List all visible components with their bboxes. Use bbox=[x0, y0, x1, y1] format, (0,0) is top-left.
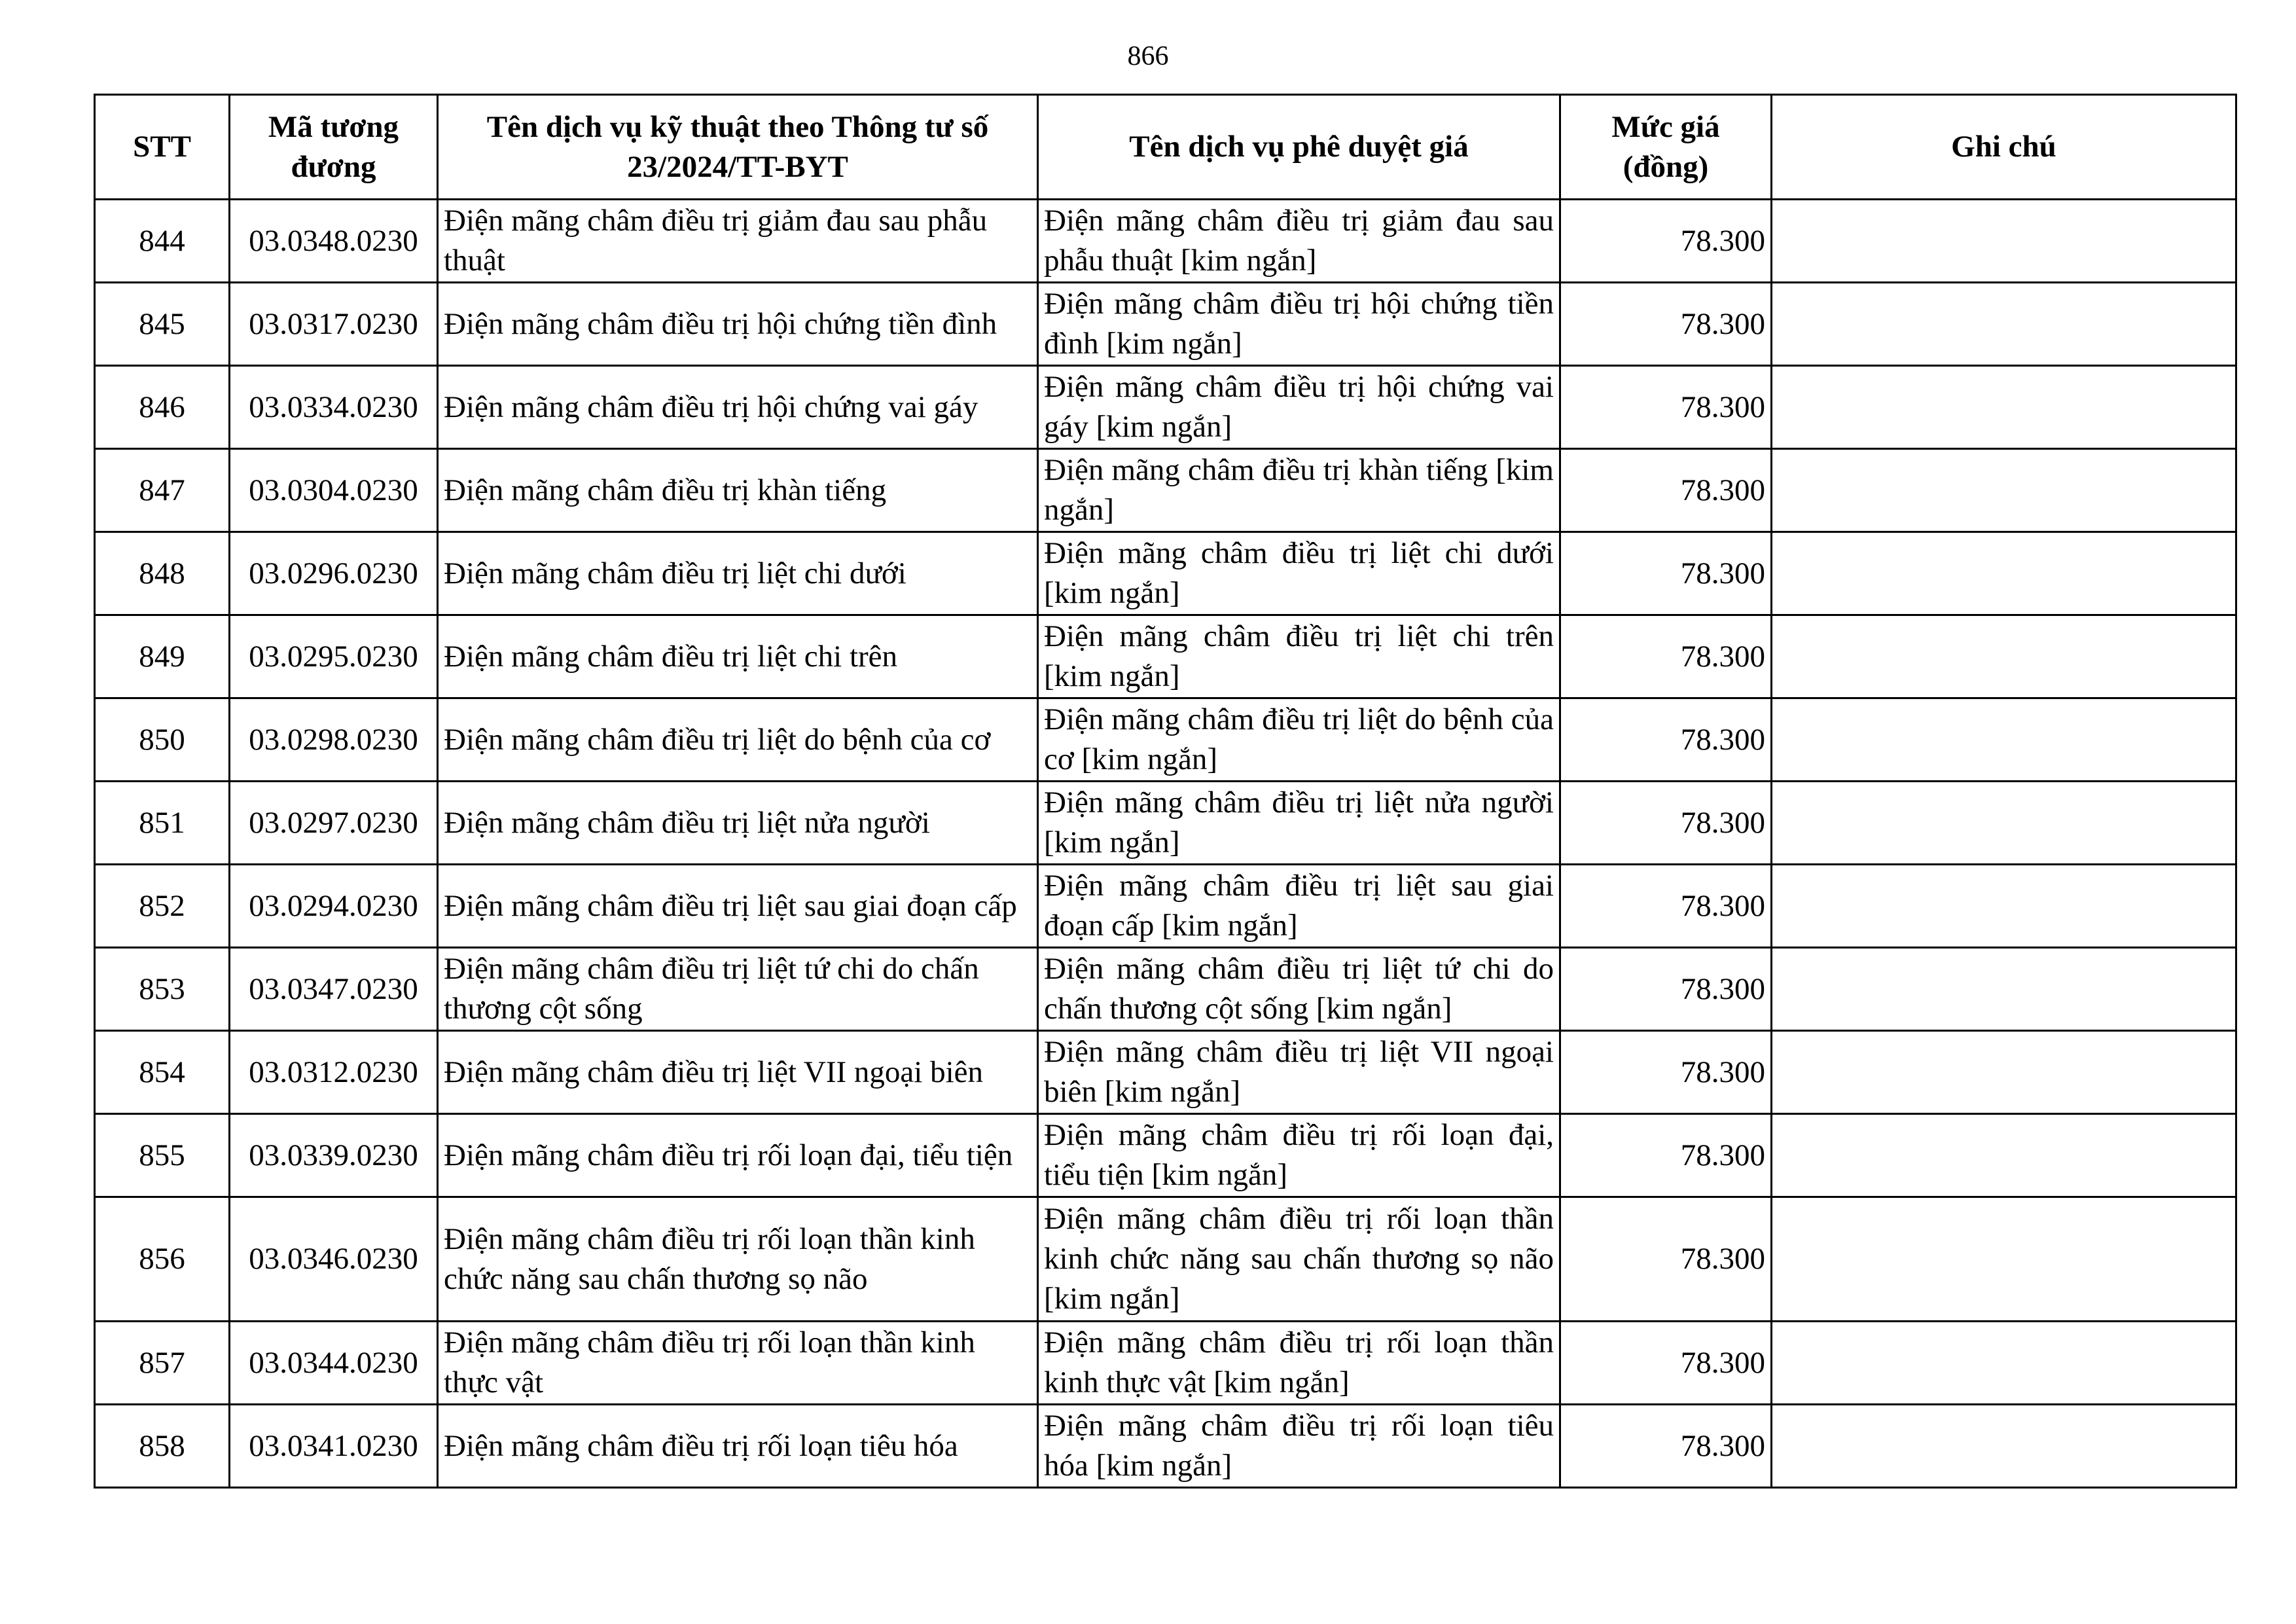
cell-price: 78.300 bbox=[1560, 615, 1772, 698]
header-approved-name: Tên dịch vụ phê duyệt giá bbox=[1038, 95, 1560, 200]
cell-note bbox=[1772, 200, 2236, 283]
cell-stt: 856 bbox=[95, 1197, 230, 1322]
cell-approved-name: Điện mãng châm điều trị rối loạn thần kinh chức năng sau chấn thương sọ não [kim ngắn] bbox=[1038, 1197, 1560, 1322]
cell-service-name: Điện mãng châm điều trị khàn tiếng bbox=[438, 449, 1038, 532]
cell-code: 03.0295.0230 bbox=[230, 615, 438, 698]
table-row bbox=[95, 865, 2236, 948]
cell-code: 03.0317.0230 bbox=[230, 283, 438, 366]
cell-approved-name: Điện mãng châm điều trị hội chứng vai gáy [kim ngắn] bbox=[1038, 366, 1560, 449]
cell-note bbox=[1772, 449, 2236, 532]
table-row bbox=[95, 283, 2236, 366]
cell-price: 78.300 bbox=[1560, 1322, 1772, 1405]
cell-approved-name: Điện mãng châm điều trị liệt chi dưới [kim ngắn] bbox=[1038, 532, 1560, 615]
cell-approved-name: Điện mãng châm điều trị rối loạn đại, tiểu tiện [kim ngắn] bbox=[1038, 1114, 1560, 1197]
cell-code: 03.0341.0230 bbox=[230, 1405, 438, 1488]
cell-service-name: Điện mãng châm điều trị liệt sau giai đoạn cấp bbox=[438, 865, 1038, 948]
cell-service-name: Điện mãng châm điều trị hội chứng vai gáy bbox=[438, 366, 1038, 449]
cell-code: 03.0348.0230 bbox=[230, 200, 438, 283]
cell-stt: 854 bbox=[95, 1031, 230, 1114]
cell-stt: 850 bbox=[95, 698, 230, 782]
table-row bbox=[95, 532, 2236, 615]
cell-code: 03.0347.0230 bbox=[230, 948, 438, 1031]
cell-note bbox=[1772, 283, 2236, 366]
cell-approved-name: Điện mãng châm điều trị khàn tiếng [kim ngắn] bbox=[1038, 449, 1560, 532]
table-row bbox=[95, 200, 2236, 283]
cell-price: 78.300 bbox=[1560, 200, 1772, 283]
cell-service-name: Điện mãng châm điều trị liệt chi trên bbox=[438, 615, 1038, 698]
cell-stt: 848 bbox=[95, 532, 230, 615]
header-row bbox=[95, 95, 2236, 200]
cell-service-name: Điện mãng châm điều trị rối loạn đại, tiểu tiện bbox=[438, 1114, 1038, 1197]
cell-note bbox=[1772, 782, 2236, 865]
table-body bbox=[95, 200, 2236, 1488]
table-row bbox=[95, 615, 2236, 698]
cell-note bbox=[1772, 1322, 2236, 1405]
table-row bbox=[95, 1114, 2236, 1197]
cell-note bbox=[1772, 532, 2236, 615]
cell-note bbox=[1772, 1114, 2236, 1197]
cell-note bbox=[1772, 615, 2236, 698]
table-row bbox=[95, 449, 2236, 532]
cell-price: 78.300 bbox=[1560, 1114, 1772, 1197]
cell-code: 03.0298.0230 bbox=[230, 698, 438, 782]
cell-code: 03.0334.0230 bbox=[230, 366, 438, 449]
cell-price: 78.300 bbox=[1560, 782, 1772, 865]
page-number: 866 bbox=[1127, 41, 1169, 71]
cell-service-name: Điện mãng châm điều trị giảm đau sau phẫu thuật bbox=[438, 200, 1038, 283]
cell-price: 78.300 bbox=[1560, 698, 1772, 782]
price-table bbox=[94, 94, 2237, 1489]
cell-approved-name: Điện mãng châm điều trị rối loạn thần kinh thực vật [kim ngắn] bbox=[1038, 1322, 1560, 1405]
cell-service-name: Điện mãng châm điều trị rối loạn thần kinh thực vật bbox=[438, 1322, 1038, 1405]
cell-stt: 851 bbox=[95, 782, 230, 865]
header-stt: STT bbox=[95, 95, 230, 200]
cell-service-name: Điện mãng châm điều trị liệt tứ chi do chấn thương cột sống bbox=[438, 948, 1038, 1031]
cell-code: 03.0294.0230 bbox=[230, 865, 438, 948]
table-row bbox=[95, 1197, 2236, 1322]
cell-note bbox=[1772, 1031, 2236, 1114]
cell-note bbox=[1772, 366, 2236, 449]
cell-stt: 846 bbox=[95, 366, 230, 449]
header-note: Ghi chú bbox=[1772, 95, 2236, 200]
cell-stt: 853 bbox=[95, 948, 230, 1031]
header-code: Mã tương đương bbox=[230, 95, 438, 200]
table-row bbox=[95, 1031, 2236, 1114]
cell-approved-name: Điện mãng châm điều trị liệt do bệnh của cơ [kim ngắn] bbox=[1038, 698, 1560, 782]
cell-stt: 858 bbox=[95, 1405, 230, 1488]
table-row bbox=[95, 1322, 2236, 1405]
table-row bbox=[95, 782, 2236, 865]
cell-note bbox=[1772, 948, 2236, 1031]
cell-note bbox=[1772, 1197, 2236, 1322]
cell-price: 78.300 bbox=[1560, 366, 1772, 449]
cell-service-name: Điện mãng châm điều trị rối loạn tiêu hóa bbox=[438, 1405, 1038, 1488]
cell-price: 78.300 bbox=[1560, 532, 1772, 615]
cell-approved-name: Điện mãng châm điều trị liệt VII ngoại biên [kim ngắn] bbox=[1038, 1031, 1560, 1114]
cell-price: 78.300 bbox=[1560, 283, 1772, 366]
table-row bbox=[95, 1405, 2236, 1488]
cell-service-name: Điện mãng châm điều trị liệt chi dưới bbox=[438, 532, 1038, 615]
cell-price: 78.300 bbox=[1560, 948, 1772, 1031]
cell-service-name: Điện mãng châm điều trị liệt nửa người bbox=[438, 782, 1038, 865]
cell-approved-name: Điện mãng châm điều trị giảm đau sau phẫu thuật [kim ngắn] bbox=[1038, 200, 1560, 283]
cell-approved-name: Điện mãng châm điều trị liệt tứ chi do chấn thương cột sống [kim ngắn] bbox=[1038, 948, 1560, 1031]
cell-note bbox=[1772, 1405, 2236, 1488]
table-row bbox=[95, 366, 2236, 449]
cell-code: 03.0304.0230 bbox=[230, 449, 438, 532]
cell-service-name: Điện mãng châm điều trị liệt VII ngoại biên bbox=[438, 1031, 1038, 1114]
cell-approved-name: Điện mãng châm điều trị liệt nửa người [kim ngắn] bbox=[1038, 782, 1560, 865]
cell-approved-name: Điện mãng châm điều trị liệt chi trên [kim ngắn] bbox=[1038, 615, 1560, 698]
header-service-name: Tên dịch vụ kỹ thuật theo Thông tư số 23/2024/TT-BYT bbox=[438, 95, 1038, 200]
cell-price: 78.300 bbox=[1560, 1197, 1772, 1322]
table-row bbox=[95, 948, 2236, 1031]
cell-approved-name: Điện mãng châm điều trị hội chứng tiền đình [kim ngắn] bbox=[1038, 283, 1560, 366]
table-row bbox=[95, 698, 2236, 782]
cell-price: 78.300 bbox=[1560, 865, 1772, 948]
cell-approved-name: Điện mãng châm điều trị liệt sau giai đoạn cấp [kim ngắn] bbox=[1038, 865, 1560, 948]
cell-code: 03.0297.0230 bbox=[230, 782, 438, 865]
cell-approved-name: Điện mãng châm điều trị rối loạn tiêu hóa [kim ngắn] bbox=[1038, 1405, 1560, 1488]
cell-code: 03.0312.0230 bbox=[230, 1031, 438, 1114]
cell-code: 03.0339.0230 bbox=[230, 1114, 438, 1197]
cell-stt: 849 bbox=[95, 615, 230, 698]
cell-stt: 847 bbox=[95, 449, 230, 532]
cell-stt: 852 bbox=[95, 865, 230, 948]
cell-note bbox=[1772, 698, 2236, 782]
cell-code: 03.0346.0230 bbox=[230, 1197, 438, 1322]
cell-stt: 857 bbox=[95, 1322, 230, 1405]
cell-stt: 844 bbox=[95, 200, 230, 283]
cell-stt: 845 bbox=[95, 283, 230, 366]
cell-stt: 855 bbox=[95, 1114, 230, 1197]
cell-price: 78.300 bbox=[1560, 449, 1772, 532]
header-price: Mức giá (đồng) bbox=[1560, 95, 1772, 200]
cell-code: 03.0296.0230 bbox=[230, 532, 438, 615]
cell-code: 03.0344.0230 bbox=[230, 1322, 438, 1405]
cell-service-name: Điện mãng châm điều trị liệt do bệnh của cơ bbox=[438, 698, 1038, 782]
cell-service-name: Điện mãng châm điều trị rối loạn thần kinh chức năng sau chấn thương sọ não bbox=[438, 1197, 1038, 1322]
cell-price: 78.300 bbox=[1560, 1031, 1772, 1114]
cell-note bbox=[1772, 865, 2236, 948]
cell-price: 78.300 bbox=[1560, 1405, 1772, 1488]
cell-service-name: Điện mãng châm điều trị hội chứng tiền đình bbox=[438, 283, 1038, 366]
